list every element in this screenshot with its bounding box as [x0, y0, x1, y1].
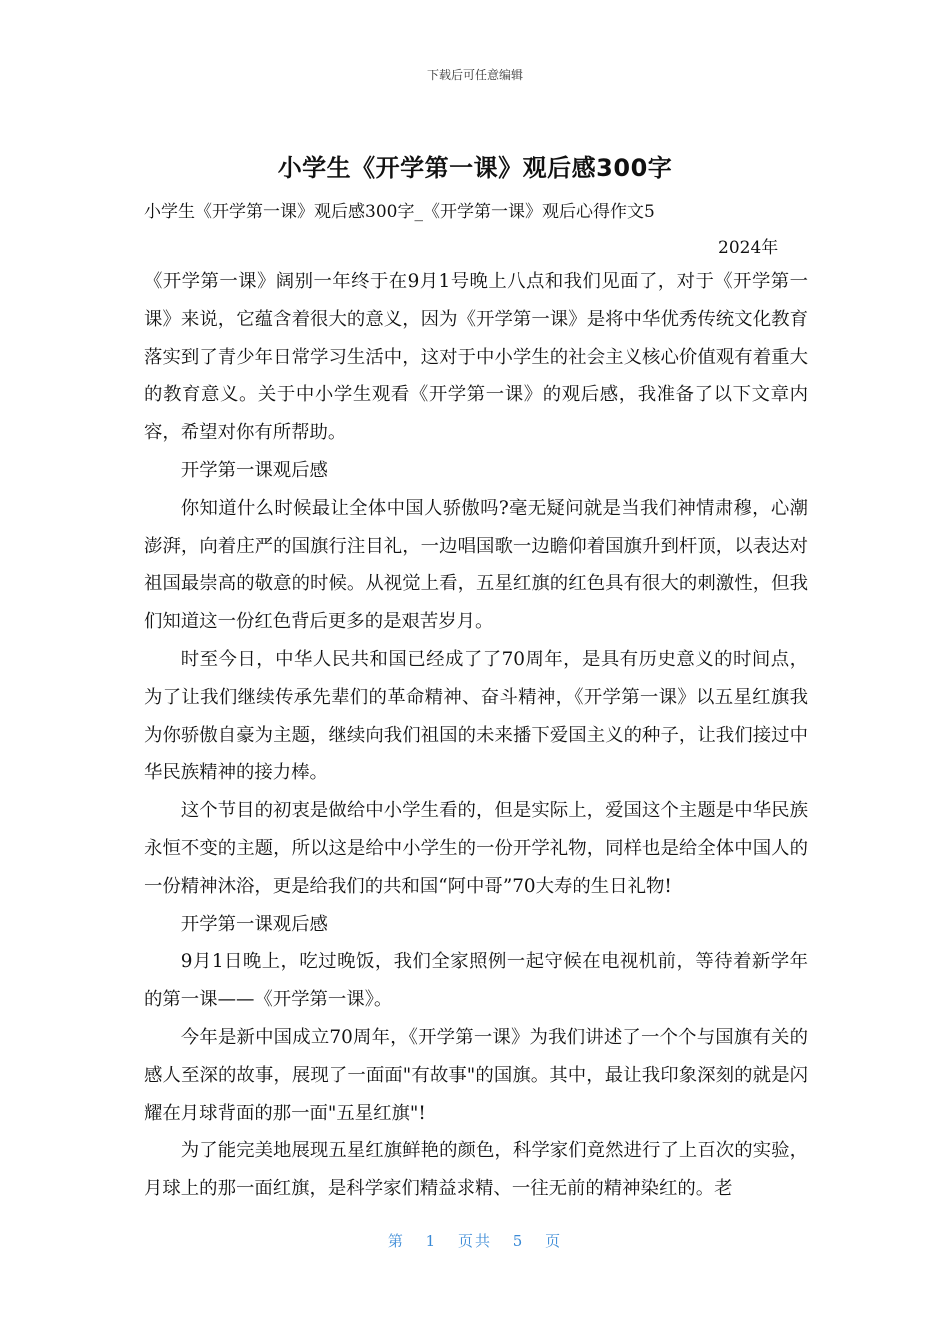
body-paragraph: 9月1日晚上，吃过晚饭，我们全家照例一起守候在电视机前，等待着新学年的第一课——《开学第一课》。 — [144, 951, 808, 1011]
document-body — [144, 263, 808, 1208]
page-footer: 第 1 页共 5 页 — [387, 1232, 563, 1250]
body-paragraph: 时至今日，中华人民共和国已经成了了70周年，是具有历史意义的时间点，为了让我们继续传承先辈们的革命精神、奋斗精神，《开学第一课》以五星红旗我为你骄傲自豪为主题，继续向我们祖国的未来播下爱国主义的种子，让我们接过中华民族精神的接力棒。 — [144, 648, 808, 784]
document-subtitle: 小学生《开学第一课》观后感300字_《开学第一课》观后心得作文5 — [144, 202, 655, 222]
body-paragraph: 今年是新中国成立70周年，《开学第一课》为我们讲述了一个个与国旗有关的感人至深的故事，展现了一面面"有故事"的国旗。其中，最让我印象深刻的就是闪耀在月球背面的那一面"五星红旗"! — [144, 1026, 808, 1124]
document-year: 2024年 — [718, 238, 779, 258]
body-paragraph: 你知道什么时候最让全体中国人骄傲吗?毫无疑问就是当我们神情肃穆，心潮澎湃，向着庄严的国旗行注目礼，一边唱国歌一边瞻仰着国旗升到杆顶，以表达对祖国最崇高的敬意的时候。从视觉上看，五星红旗的红色具有很大的刺激性，但我们知道这一份红色背后更多的是艰苦岁月。 — [144, 497, 808, 633]
document-title: 小学生《开学第一课》观后感300字 — [277, 154, 673, 182]
section-heading: 开学第一课观后感 — [180, 913, 328, 935]
body-paragraph: 为了能完美地展现五星红旗鲜艳的颜色，科学家们竟然进行了上百次的实验，月球上的那一面红旗，是科学家们精益求精、一往无前的精神染红的。老 — [144, 1140, 808, 1200]
body-paragraph: 这个节目的初衷是做给中小学生看的，但是实际上，爱国这个主题是中华民族永恒不变的主题，所以这是给中小学生的一份开学礼物，同样也是给全体中国人的一份精神沐浴，更是给我们的共和国“阿中哥”70大寿的生日礼物! — [144, 800, 808, 897]
header-note: 下载后可任意编辑 — [426, 68, 523, 82]
section-heading: 开学第一课观后感 — [180, 459, 328, 481]
intro-paragraph: 《开学第一课》阔别一年终于在9月1号晚上八点和我们见面了，对于《开学第一课》来说，它蕴含着很大的意义，因为《开学第一课》是将中华优秀传统文化教育落实到了青少年日常学习生活中，这对于中小学生的社会主义核心价值观有着重大的教育意义。关于中小学生观看《开学第一课》的观后感，我准备了以下文章内容，希望对你有所帮助。 — [144, 271, 808, 444]
